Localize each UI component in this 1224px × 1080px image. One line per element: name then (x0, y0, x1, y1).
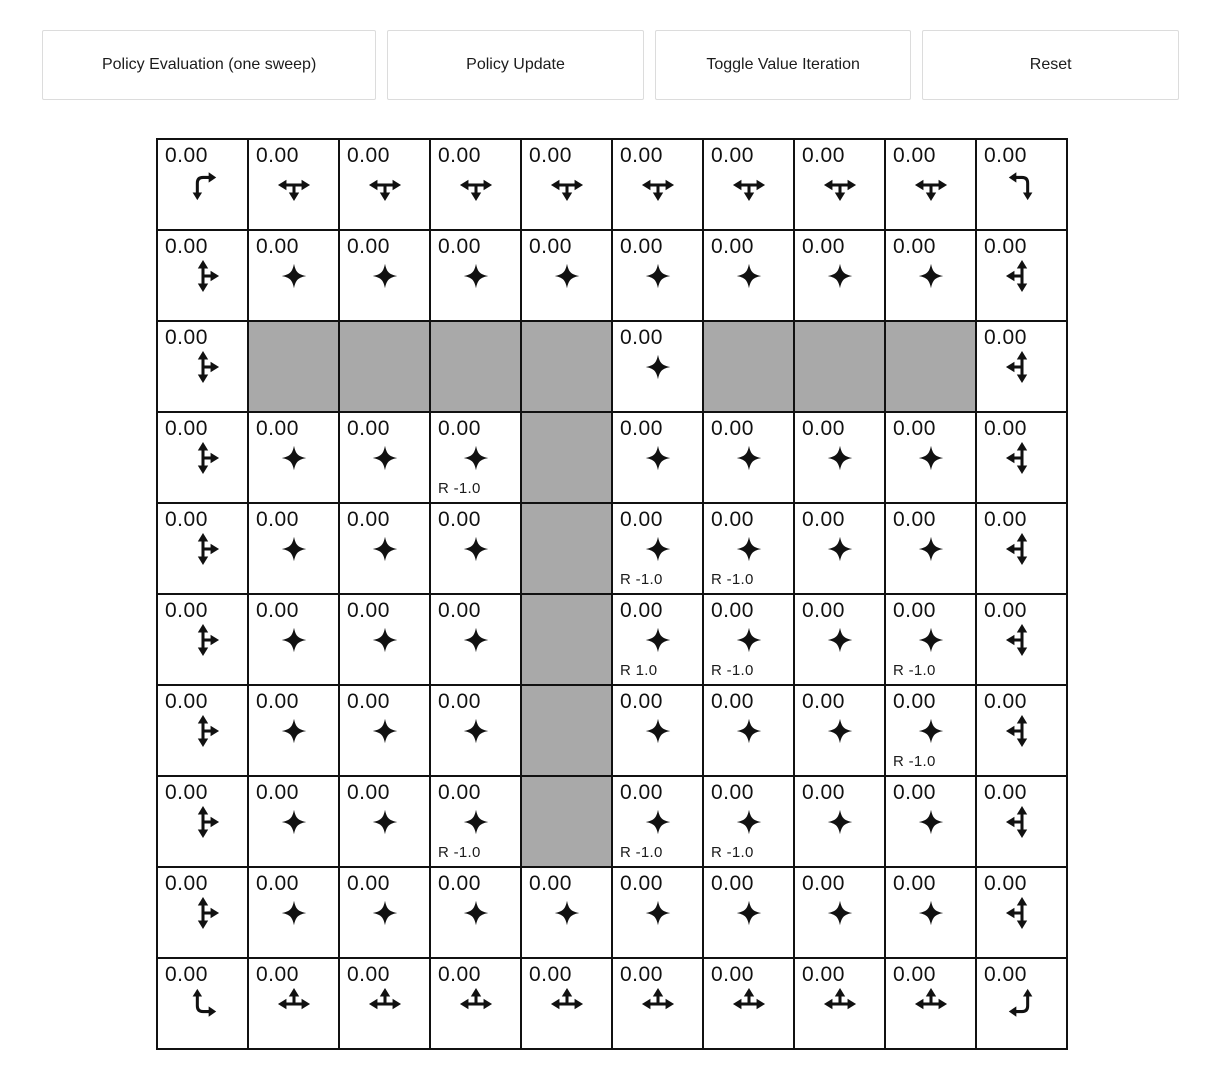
reward-label: R -1.0 (620, 571, 663, 588)
state-cell (431, 595, 520, 684)
state-cell (249, 140, 338, 229)
policy-arrow-icon (459, 714, 493, 748)
state-cell (795, 777, 884, 866)
grid-container (0, 138, 1224, 1050)
policy-arrow-icon (186, 168, 220, 202)
reward-label: R 1.0 (620, 662, 658, 679)
policy-arrow-icon (550, 987, 584, 1021)
state-cell (158, 140, 247, 229)
state-cell (340, 413, 429, 502)
state-value: 0.00 (620, 144, 663, 167)
state-cell (431, 777, 520, 866)
state-value: 0.00 (165, 417, 208, 440)
state-cell (795, 231, 884, 320)
policy-arrow-icon (277, 623, 311, 657)
policy-arrow-icon (277, 168, 311, 202)
wall-cell (886, 322, 975, 411)
policy-arrow-icon (1005, 714, 1039, 748)
policy-arrow-icon (914, 168, 948, 202)
policy-arrow-icon (459, 987, 493, 1021)
state-cell (795, 504, 884, 593)
state-value: 0.00 (893, 963, 936, 986)
state-cell (340, 595, 429, 684)
policy-arrow-icon (1005, 896, 1039, 930)
state-cell (249, 413, 338, 502)
state-cell (431, 868, 520, 957)
reward-label: R -1.0 (620, 844, 663, 861)
state-value: 0.00 (984, 781, 1027, 804)
state-value: 0.00 (256, 781, 299, 804)
policy-arrow-icon (641, 805, 675, 839)
policy-arrow-icon (914, 714, 948, 748)
policy-arrow-icon (823, 805, 857, 839)
policy-arrow-icon (823, 896, 857, 930)
state-cell (795, 140, 884, 229)
state-value: 0.00 (347, 872, 390, 895)
state-value: 0.00 (802, 235, 845, 258)
state-value: 0.00 (438, 599, 481, 622)
state-cell (613, 777, 702, 866)
state-value: 0.00 (438, 781, 481, 804)
state-cell (704, 231, 793, 320)
state-value: 0.00 (620, 690, 663, 713)
state-cell (431, 413, 520, 502)
policy-arrow-icon (186, 714, 220, 748)
policy-arrow-icon (459, 168, 493, 202)
state-cell (340, 959, 429, 1048)
policy-arrow-icon (823, 259, 857, 293)
state-value: 0.00 (347, 963, 390, 986)
state-cell (704, 868, 793, 957)
state-value: 0.00 (347, 417, 390, 440)
policy-arrow-icon (277, 714, 311, 748)
wall-cell (522, 595, 611, 684)
policy-arrow-icon (459, 441, 493, 475)
state-value: 0.00 (347, 508, 390, 531)
policy-arrow-icon (277, 441, 311, 475)
state-cell (977, 686, 1066, 775)
state-value: 0.00 (165, 872, 208, 895)
policy-arrow-icon (186, 532, 220, 566)
state-value: 0.00 (256, 235, 299, 258)
policy-arrow-icon (823, 987, 857, 1021)
wall-cell (795, 322, 884, 411)
policy-arrow-icon (1005, 623, 1039, 657)
state-cell (886, 959, 975, 1048)
state-cell (158, 231, 247, 320)
state-value: 0.00 (711, 235, 754, 258)
policy-arrow-icon (1005, 350, 1039, 384)
state-value: 0.00 (256, 599, 299, 622)
state-cell (340, 140, 429, 229)
state-cell (340, 686, 429, 775)
policy-arrow-icon (186, 805, 220, 839)
state-value: 0.00 (711, 599, 754, 622)
state-cell (795, 413, 884, 502)
state-cell (977, 504, 1066, 593)
policy-arrow-icon (823, 623, 857, 657)
state-cell (249, 504, 338, 593)
state-cell (158, 868, 247, 957)
state-cell (158, 504, 247, 593)
policy-arrow-icon (277, 896, 311, 930)
policy-arrow-icon (459, 259, 493, 293)
state-cell (249, 777, 338, 866)
state-value: 0.00 (347, 690, 390, 713)
state-cell (886, 595, 975, 684)
policy-arrow-icon (914, 623, 948, 657)
state-value: 0.00 (893, 417, 936, 440)
state-value: 0.00 (711, 781, 754, 804)
policy-arrow-icon (732, 714, 766, 748)
state-value: 0.00 (347, 235, 390, 258)
reward-label: R -1.0 (711, 662, 754, 679)
policy-arrow-icon (914, 896, 948, 930)
state-cell (431, 959, 520, 1048)
state-value: 0.00 (984, 508, 1027, 531)
policy-arrow-icon (368, 805, 402, 839)
state-value: 0.00 (984, 235, 1027, 258)
state-value: 0.00 (165, 690, 208, 713)
policy-arrow-icon (186, 350, 220, 384)
state-value: 0.00 (620, 417, 663, 440)
policy-arrow-icon (1005, 987, 1039, 1021)
state-value: 0.00 (438, 690, 481, 713)
policy-arrow-icon (914, 441, 948, 475)
state-value: 0.00 (984, 872, 1027, 895)
state-value: 0.00 (256, 144, 299, 167)
policy-arrow-icon (368, 532, 402, 566)
state-value: 0.00 (529, 872, 572, 895)
state-cell (158, 322, 247, 411)
state-cell (613, 595, 702, 684)
state-cell (340, 231, 429, 320)
policy-arrow-icon (732, 623, 766, 657)
state-value: 0.00 (893, 144, 936, 167)
policy-arrow-icon (368, 896, 402, 930)
state-cell (977, 595, 1066, 684)
state-cell (613, 959, 702, 1048)
state-value: 0.00 (256, 690, 299, 713)
gridworld (156, 138, 1068, 1050)
state-value: 0.00 (256, 963, 299, 986)
state-value: 0.00 (165, 326, 208, 349)
policy-arrow-icon (641, 441, 675, 475)
policy-arrow-icon (823, 168, 857, 202)
state-cell (977, 959, 1066, 1048)
state-cell (977, 140, 1066, 229)
state-cell (249, 959, 338, 1048)
state-value: 0.00 (802, 508, 845, 531)
wall-cell (522, 504, 611, 593)
state-cell (431, 686, 520, 775)
state-value: 0.00 (893, 235, 936, 258)
policy-arrow-icon (186, 623, 220, 657)
toggle-value-iteration-button[interactable]: Toggle Value Iteration (655, 30, 912, 100)
policy-arrow-icon (368, 168, 402, 202)
policy-arrow-icon (459, 623, 493, 657)
state-value: 0.00 (165, 144, 208, 167)
state-value: 0.00 (711, 872, 754, 895)
policy-arrow-icon (641, 259, 675, 293)
state-value: 0.00 (256, 872, 299, 895)
state-cell (613, 686, 702, 775)
policy-arrow-icon (368, 441, 402, 475)
state-cell (886, 868, 975, 957)
state-cell (886, 231, 975, 320)
state-value: 0.00 (529, 963, 572, 986)
state-cell (522, 868, 611, 957)
policy-arrow-icon (732, 532, 766, 566)
state-cell (613, 504, 702, 593)
state-cell (249, 686, 338, 775)
reward-label: R -1.0 (711, 571, 754, 588)
reward-label: R -1.0 (711, 844, 754, 861)
state-cell (158, 595, 247, 684)
policy-arrow-icon (732, 168, 766, 202)
policy-arrow-icon (1005, 805, 1039, 839)
policy-arrow-icon (732, 896, 766, 930)
policy-arrow-icon (732, 987, 766, 1021)
state-value: 0.00 (893, 872, 936, 895)
policy-arrow-icon (732, 805, 766, 839)
policy-arrow-icon (641, 714, 675, 748)
state-value: 0.00 (438, 235, 481, 258)
state-value: 0.00 (802, 872, 845, 895)
state-value: 0.00 (165, 599, 208, 622)
state-cell (431, 231, 520, 320)
state-cell (340, 868, 429, 957)
state-cell (340, 504, 429, 593)
state-value: 0.00 (165, 508, 208, 531)
state-value: 0.00 (711, 963, 754, 986)
state-cell (886, 777, 975, 866)
policy-arrow-icon (732, 441, 766, 475)
policy-arrow-icon (459, 532, 493, 566)
wall-cell (431, 322, 520, 411)
toolbar (0, 0, 1224, 100)
policy-arrow-icon (186, 896, 220, 930)
state-value: 0.00 (165, 235, 208, 258)
policy-arrow-icon (277, 532, 311, 566)
state-value: 0.00 (984, 144, 1027, 167)
state-value: 0.00 (620, 872, 663, 895)
policy-arrow-icon (641, 896, 675, 930)
policy-arrow-icon (914, 532, 948, 566)
state-value: 0.00 (802, 781, 845, 804)
policy-arrow-icon (1005, 168, 1039, 202)
policy-arrow-icon (186, 987, 220, 1021)
state-value: 0.00 (165, 781, 208, 804)
state-cell (522, 959, 611, 1048)
state-value: 0.00 (802, 417, 845, 440)
policy-arrow-icon (550, 896, 584, 930)
policy-arrow-icon (641, 350, 675, 384)
state-value: 0.00 (438, 963, 481, 986)
state-cell (704, 777, 793, 866)
state-value: 0.00 (893, 690, 936, 713)
state-cell (249, 595, 338, 684)
policy-arrow-icon (641, 987, 675, 1021)
state-value: 0.00 (529, 144, 572, 167)
policy-arrow-icon (368, 259, 402, 293)
state-cell (704, 504, 793, 593)
state-value: 0.00 (984, 417, 1027, 440)
state-cell (977, 322, 1066, 411)
policy-arrow-icon (914, 987, 948, 1021)
state-value: 0.00 (620, 235, 663, 258)
state-cell (977, 413, 1066, 502)
state-value: 0.00 (529, 235, 572, 258)
state-cell (522, 140, 611, 229)
wall-cell (522, 777, 611, 866)
state-value: 0.00 (711, 690, 754, 713)
state-cell (613, 231, 702, 320)
state-value: 0.00 (802, 144, 845, 167)
state-cell (613, 868, 702, 957)
reward-label: R -1.0 (893, 662, 936, 679)
reward-label: R -1.0 (438, 844, 481, 861)
state-cell (704, 959, 793, 1048)
policy-arrow-icon (277, 259, 311, 293)
state-cell (977, 868, 1066, 957)
policy-arrow-icon (368, 714, 402, 748)
policy-arrow-icon (641, 623, 675, 657)
state-cell (795, 595, 884, 684)
state-value: 0.00 (802, 690, 845, 713)
state-cell (613, 413, 702, 502)
state-cell (795, 959, 884, 1048)
state-value: 0.00 (984, 326, 1027, 349)
state-cell (158, 777, 247, 866)
policy-evaluation-button[interactable]: Policy Evaluation (one sweep) (42, 30, 376, 100)
policy-arrow-icon (368, 987, 402, 1021)
state-value: 0.00 (893, 599, 936, 622)
state-value: 0.00 (984, 690, 1027, 713)
state-cell (431, 504, 520, 593)
state-value: 0.00 (984, 963, 1027, 986)
wall-cell (522, 686, 611, 775)
state-value: 0.00 (438, 417, 481, 440)
state-value: 0.00 (620, 326, 663, 349)
policy-arrow-icon (823, 532, 857, 566)
policy-arrow-icon (550, 168, 584, 202)
policy-arrow-icon (277, 805, 311, 839)
state-cell (249, 231, 338, 320)
reset-button[interactable]: Reset (922, 30, 1179, 100)
state-cell (795, 686, 884, 775)
policy-arrow-icon (186, 259, 220, 293)
policy-arrow-icon (732, 259, 766, 293)
state-cell (795, 868, 884, 957)
policy-arrow-icon (186, 441, 220, 475)
policy-arrow-icon (550, 259, 584, 293)
wall-cell (340, 322, 429, 411)
state-value: 0.00 (620, 963, 663, 986)
state-value: 0.00 (711, 508, 754, 531)
policy-arrow-icon (1005, 441, 1039, 475)
policy-arrow-icon (368, 623, 402, 657)
state-cell (431, 140, 520, 229)
state-cell (613, 140, 702, 229)
policy-arrow-icon (277, 987, 311, 1021)
policy-update-button[interactable]: Policy Update (387, 30, 644, 100)
state-value: 0.00 (256, 508, 299, 531)
state-cell (704, 595, 793, 684)
state-value: 0.00 (347, 781, 390, 804)
state-value: 0.00 (620, 599, 663, 622)
state-cell (704, 140, 793, 229)
policy-arrow-icon (914, 805, 948, 839)
state-cell (977, 777, 1066, 866)
state-cell (886, 504, 975, 593)
wall-cell (522, 413, 611, 502)
state-cell (340, 777, 429, 866)
state-value: 0.00 (347, 144, 390, 167)
policy-arrow-icon (641, 168, 675, 202)
state-value: 0.00 (802, 963, 845, 986)
wall-cell (249, 322, 338, 411)
state-value: 0.00 (984, 599, 1027, 622)
state-value: 0.00 (165, 963, 208, 986)
state-cell (704, 413, 793, 502)
wall-cell (522, 322, 611, 411)
state-value: 0.00 (438, 508, 481, 531)
state-value: 0.00 (620, 781, 663, 804)
state-cell (704, 686, 793, 775)
policy-arrow-icon (914, 259, 948, 293)
policy-arrow-icon (459, 805, 493, 839)
state-cell (522, 231, 611, 320)
state-cell (158, 959, 247, 1048)
policy-arrow-icon (823, 441, 857, 475)
policy-arrow-icon (1005, 532, 1039, 566)
reward-label: R -1.0 (893, 753, 936, 770)
state-value: 0.00 (893, 508, 936, 531)
state-value: 0.00 (711, 417, 754, 440)
state-value: 0.00 (802, 599, 845, 622)
state-value: 0.00 (438, 144, 481, 167)
state-value: 0.00 (711, 144, 754, 167)
state-value: 0.00 (256, 417, 299, 440)
policy-arrow-icon (459, 896, 493, 930)
state-cell (158, 686, 247, 775)
reward-label: R -1.0 (438, 480, 481, 497)
wall-cell (704, 322, 793, 411)
state-value: 0.00 (893, 781, 936, 804)
policy-arrow-icon (823, 714, 857, 748)
state-cell (613, 322, 702, 411)
state-cell (886, 140, 975, 229)
policy-arrow-icon (1005, 259, 1039, 293)
state-value: 0.00 (347, 599, 390, 622)
state-value: 0.00 (620, 508, 663, 531)
state-cell (158, 413, 247, 502)
state-cell (886, 686, 975, 775)
state-value: 0.00 (438, 872, 481, 895)
policy-arrow-icon (641, 532, 675, 566)
state-cell (977, 231, 1066, 320)
state-cell (886, 413, 975, 502)
state-cell (249, 868, 338, 957)
